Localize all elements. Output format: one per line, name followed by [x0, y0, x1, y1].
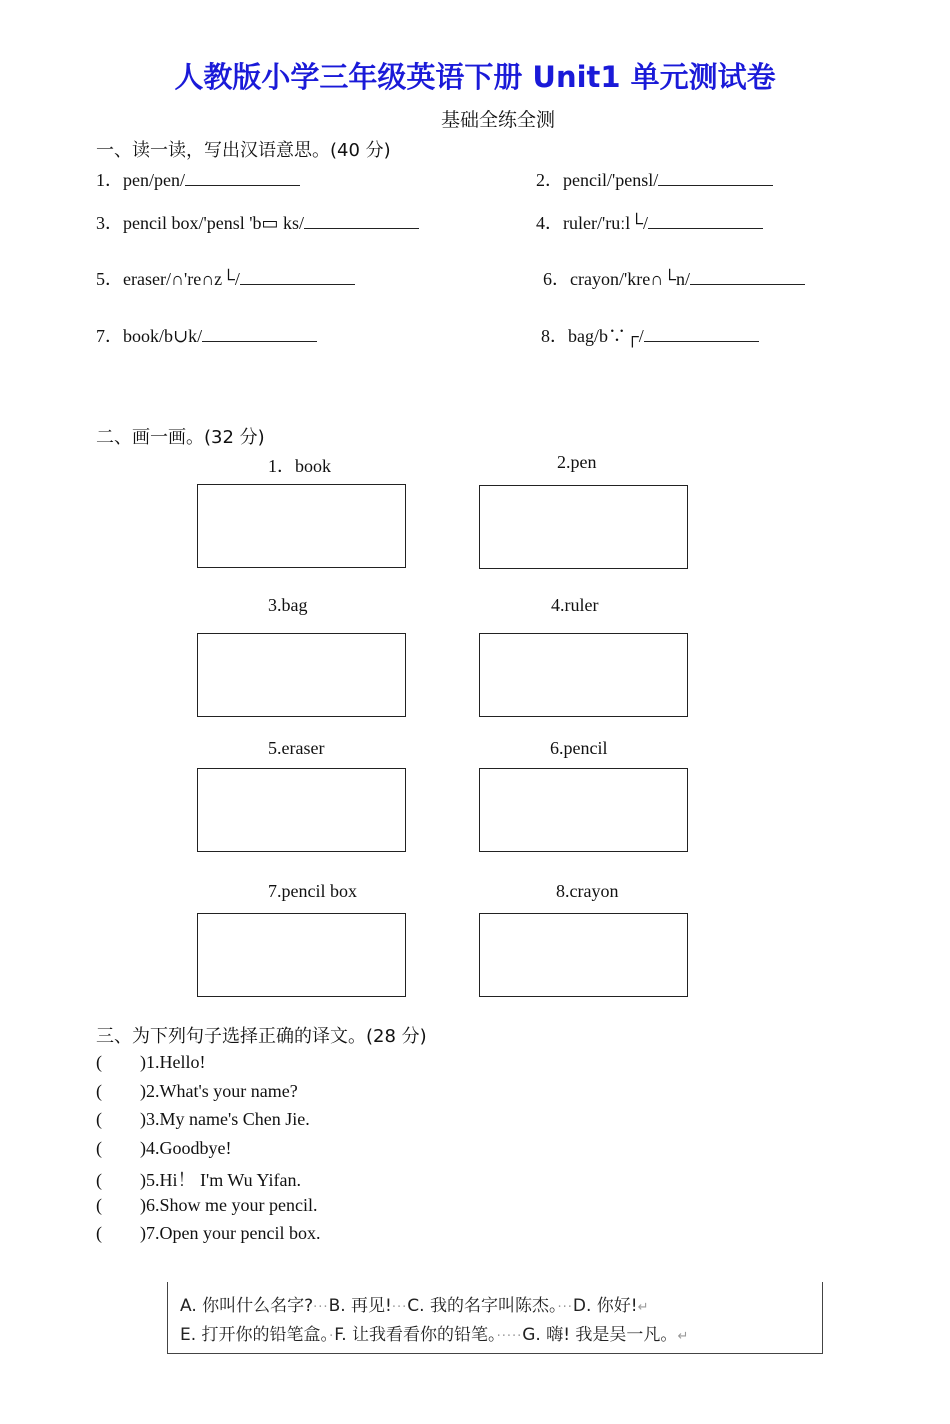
- answer-blank[interactable]: [240, 270, 355, 285]
- sentence-text: )7.Open your pencil box.: [140, 1223, 321, 1243]
- answer-blank[interactable]: [690, 270, 805, 285]
- options-row-2: E. 打开你的铅笔盒。·F. 让我看看你的铅笔。·····G. 嗨! 我是吴一凡。↵: [180, 1325, 689, 1345]
- vocab-item-num: 5．: [96, 269, 123, 289]
- draw-label: 4.ruler: [551, 595, 599, 615]
- vocab-item-num: 8．: [541, 326, 568, 346]
- option-c: C. 我的名字叫陈杰。: [407, 1296, 558, 1316]
- draw-box[interactable]: [197, 484, 406, 568]
- draw-label: 2.pen: [557, 452, 597, 472]
- answer-blank[interactable]: [644, 327, 759, 342]
- answer-paren[interactable]: (: [96, 1195, 102, 1215]
- option-a: A. 你叫什么名字?: [180, 1296, 314, 1316]
- answer-paren[interactable]: (: [96, 1170, 102, 1190]
- translation-item: [96, 1052, 205, 1073]
- draw-box[interactable]: [479, 768, 688, 852]
- vocab-item-5: [96, 265, 355, 291]
- option-d: D. 你好!: [572, 1296, 638, 1316]
- page-subtitle: 基础全练全测: [440, 109, 555, 131]
- draw-box[interactable]: [479, 485, 688, 569]
- translation-item: [96, 1166, 301, 1192]
- paragraph-mark-icon: ↵: [677, 1329, 689, 1344]
- draw-label: 1．book: [268, 456, 331, 476]
- answer-paren[interactable]: (: [96, 1052, 102, 1072]
- page-title: 人教版小学三年级英语下册 Unit1 单元测试卷: [174, 60, 776, 94]
- answer-blank[interactable]: [185, 171, 300, 186]
- vocab-item-num: 1．: [96, 170, 123, 190]
- vocab-item-num: 7．: [96, 326, 123, 346]
- sentence-text: )4.Goodbye!: [140, 1138, 232, 1158]
- draw-label: 5.eraser: [268, 738, 325, 758]
- translation-item: [96, 1195, 317, 1216]
- draw-box[interactable]: [197, 768, 406, 852]
- vocab-item-text: eraser/∩'re∩z└/: [123, 269, 240, 289]
- draw-label: 8.crayon: [556, 881, 619, 901]
- vocab-item-8: [541, 322, 759, 348]
- vocab-item-text: ruler/'ruːl└/: [563, 213, 648, 233]
- vocab-item-3: [96, 209, 419, 235]
- translation-item: [96, 1138, 231, 1159]
- answer-options-box: [167, 1282, 823, 1354]
- vocab-item-text: pen/pen/: [123, 170, 185, 190]
- vocab-item-4: [536, 209, 763, 235]
- answer-paren[interactable]: (: [96, 1109, 102, 1129]
- vocab-item-text: pencil box/'pensl 'b▭ ks/: [123, 213, 304, 233]
- vocab-item-num: 3．: [96, 213, 123, 233]
- sentence-text: )2.What's your name?: [140, 1081, 298, 1101]
- draw-box[interactable]: [197, 633, 406, 717]
- answer-blank[interactable]: [648, 214, 763, 229]
- vocab-item-1: [96, 166, 300, 192]
- option-g: G. 嗨! 我是吴一凡。: [522, 1325, 678, 1345]
- vocab-item-num: 4．: [536, 213, 563, 233]
- section2-heading: 二、画一画。(32 分): [96, 427, 265, 448]
- draw-label: 3.bag: [268, 595, 308, 615]
- vocab-item-text: book/b∪k/: [123, 326, 203, 346]
- sentence-text: )3.My name's Chen Jie.: [140, 1109, 310, 1129]
- sentence-text: )6.Show me your pencil.: [140, 1195, 318, 1215]
- options-row-1: A. 你叫什么名字?···B. 再见!···C. 我的名字叫陈杰。···D. 你好!↵: [180, 1296, 649, 1316]
- translation-item: [96, 1109, 310, 1130]
- draw-box[interactable]: [479, 633, 688, 717]
- paragraph-mark-icon: ↵: [637, 1300, 649, 1315]
- option-e: E. 打开你的铅笔盒。: [180, 1325, 330, 1345]
- vocab-item-num: 2．: [536, 170, 563, 190]
- draw-label: 6.pencil: [550, 738, 608, 758]
- draw-label: 7.pencil box: [268, 881, 357, 901]
- vocab-item-6: [543, 265, 805, 291]
- option-b: B. 再见!: [328, 1296, 392, 1316]
- answer-blank[interactable]: [304, 214, 419, 229]
- vocab-item-text: crayon/'kre∩└n/: [570, 269, 690, 289]
- sentence-text: )1.Hello!: [140, 1052, 206, 1072]
- vocab-item-7: [96, 322, 317, 348]
- section1-heading: 一、读一读，写出汉语意思。(40 分): [96, 140, 391, 161]
- section3-heading: 三、为下列句子选择正确的译文。(28 分): [96, 1026, 427, 1047]
- sentence-text: )5.Hi！ I'm Wu Yifan.: [140, 1170, 301, 1190]
- answer-paren[interactable]: (: [96, 1081, 102, 1101]
- vocab-item-num: 6．: [543, 269, 570, 289]
- vocab-item-text: pencil/'pensl/: [563, 170, 659, 190]
- option-f: F. 让我看看你的铅笔。: [334, 1325, 497, 1345]
- answer-paren[interactable]: (: [96, 1223, 102, 1243]
- vocab-item-2: [536, 166, 773, 192]
- answer-blank[interactable]: [658, 171, 773, 186]
- draw-box[interactable]: [479, 913, 688, 997]
- answer-blank[interactable]: [202, 327, 317, 342]
- draw-box[interactable]: [197, 913, 406, 997]
- answer-paren[interactable]: (: [96, 1138, 102, 1158]
- vocab-item-text: bag/b∵┌/: [568, 326, 644, 346]
- translation-item: [96, 1223, 320, 1244]
- translation-item: [96, 1081, 298, 1102]
